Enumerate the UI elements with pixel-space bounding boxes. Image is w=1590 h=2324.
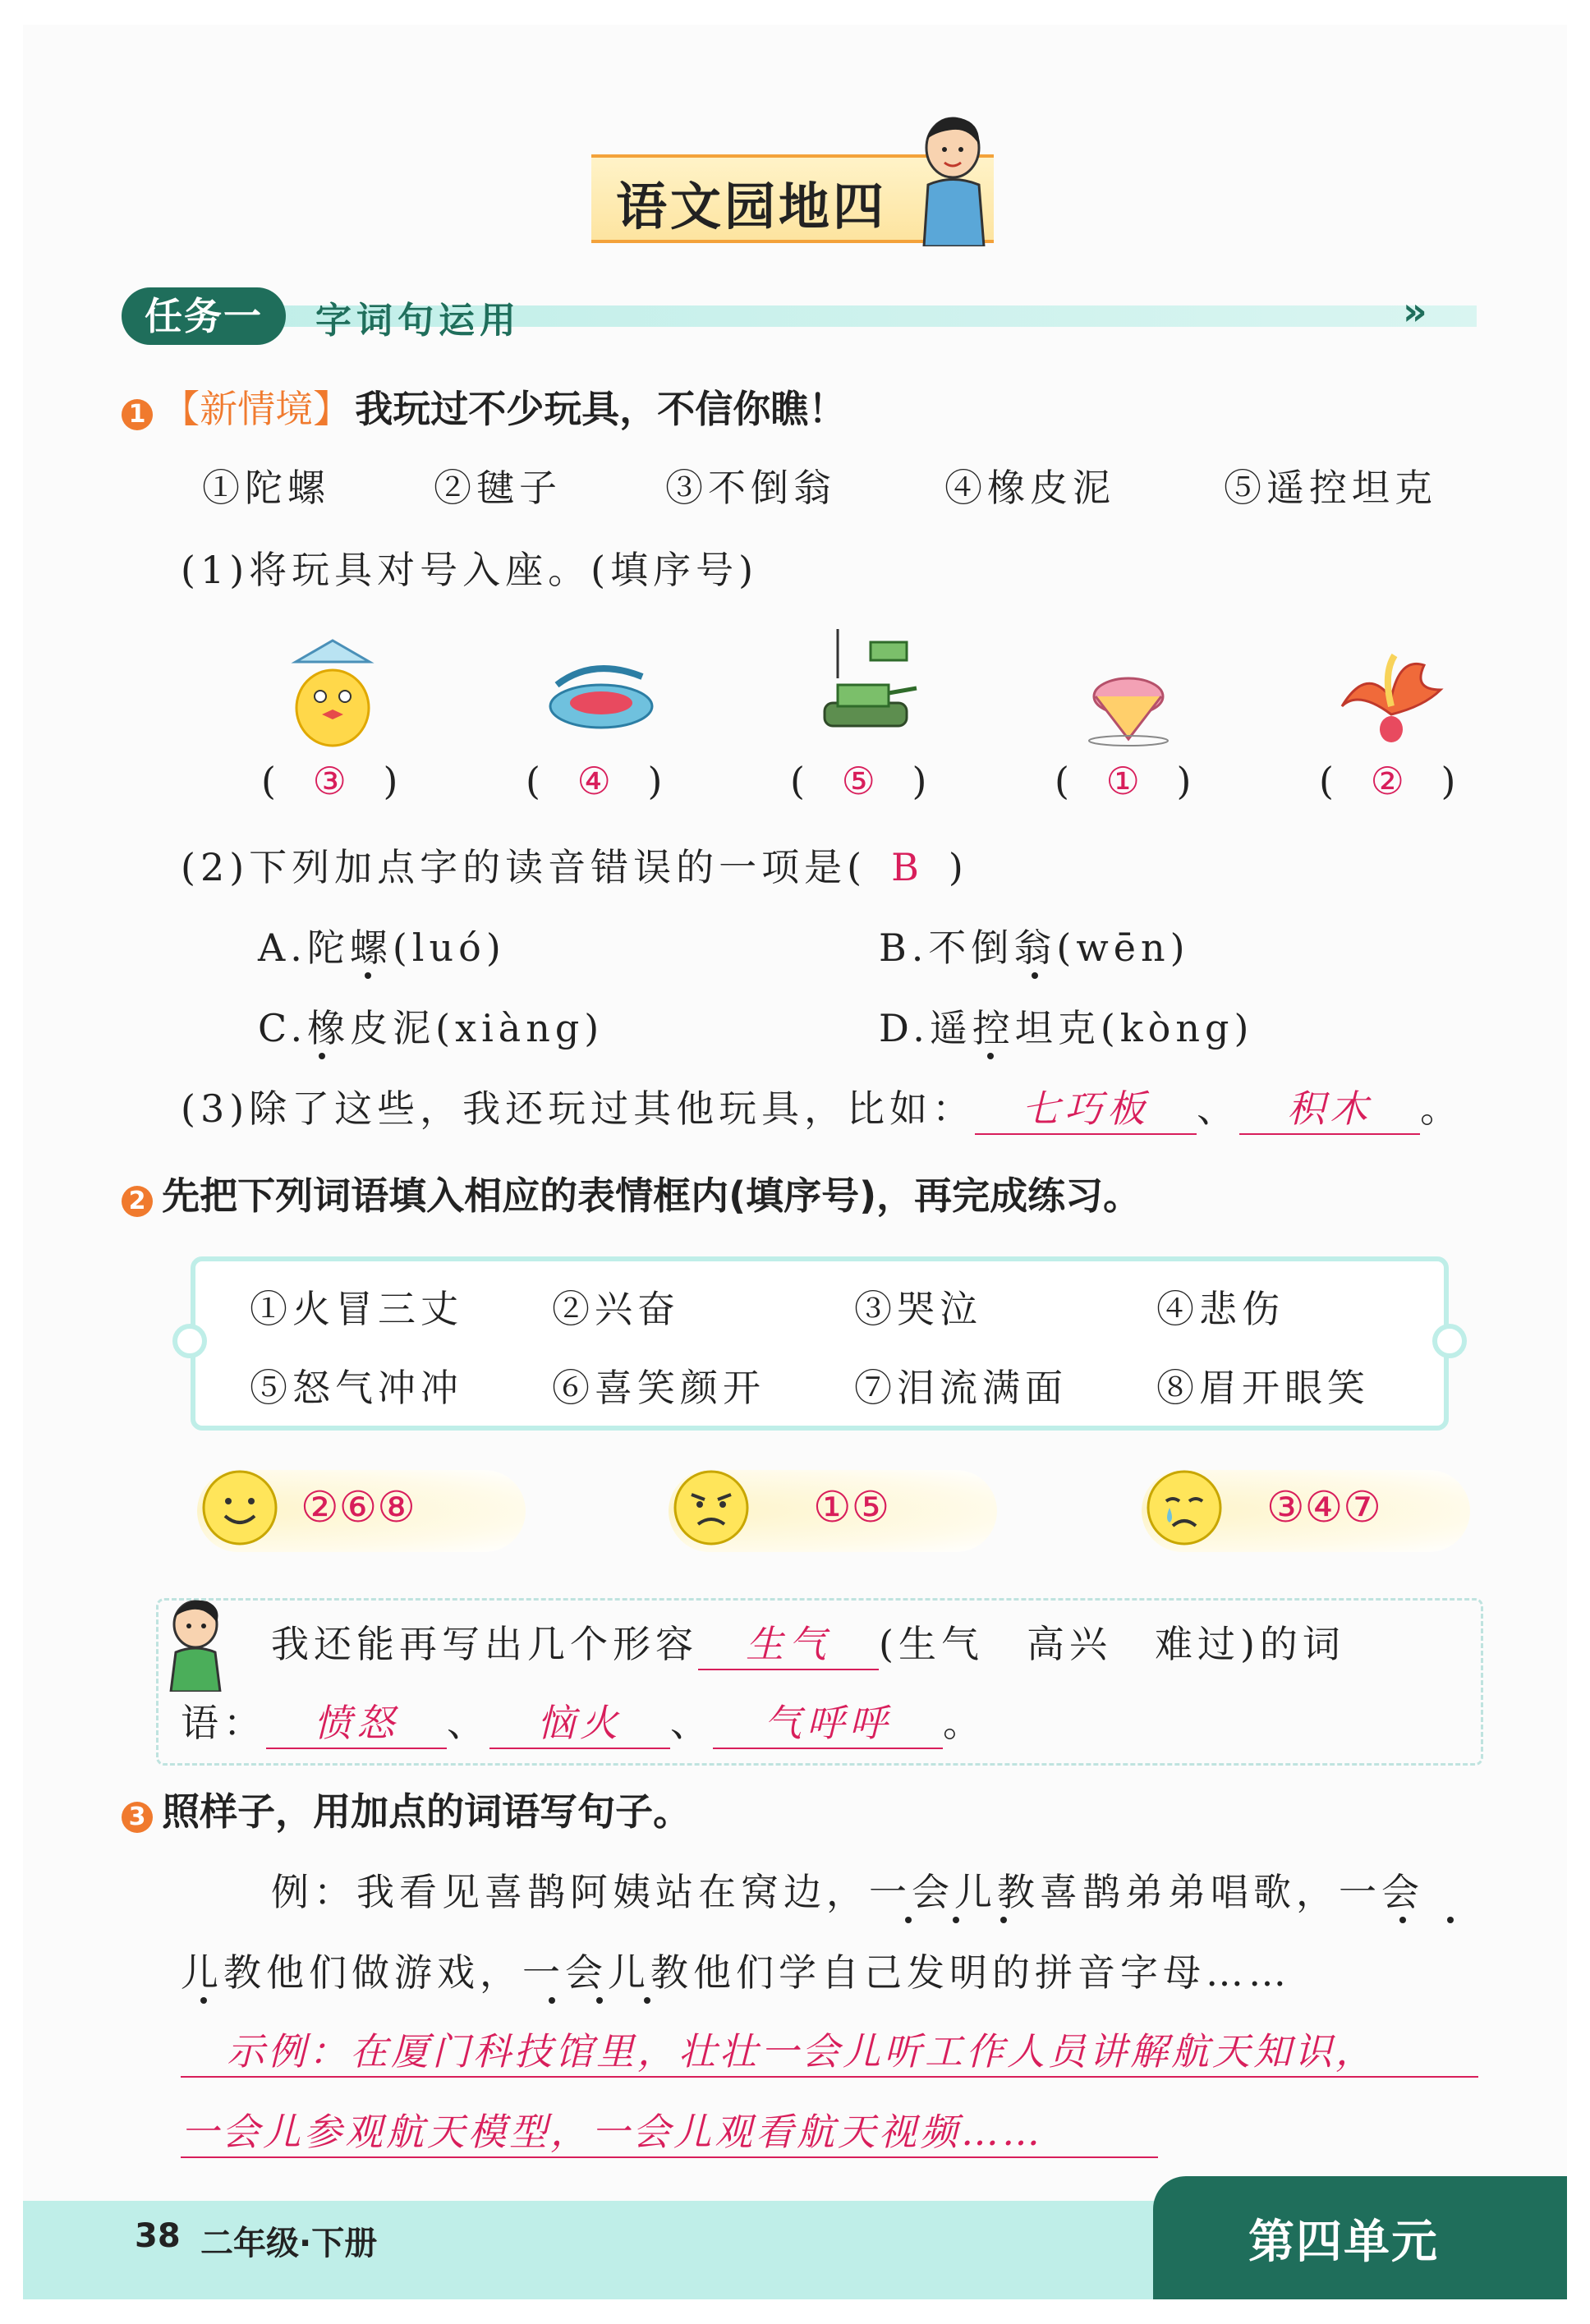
toy-item: ②毽子 (434, 466, 562, 510)
emphasis-dot (1000, 1917, 1007, 1923)
unit-label: 第四单元 (1248, 2216, 1439, 2269)
toy-item: ①陀螺 (202, 466, 330, 510)
q2-number: 2 (122, 1186, 153, 1217)
q1-sub1-answer: ③ (312, 759, 352, 803)
emphasis-dot (987, 1053, 994, 1059)
q1-sub3-end: 。 (1420, 1086, 1464, 1131)
word-item: ⑤怒气冲冲 (250, 1366, 463, 1410)
shuttlecock-toy-icon (1334, 649, 1449, 747)
rc-tank-toy-icon (813, 621, 920, 744)
option-c[interactable]: C.橡皮泥(xiàng) (258, 1006, 604, 1050)
q1-sub1-answer: ⑤ (841, 759, 880, 803)
q1-header (122, 379, 1518, 434)
toy-item: ⑤遥控坦克 (1224, 466, 1437, 510)
task-badge: 任务一 (122, 287, 286, 345)
extra-line2-label: 语： (181, 1701, 266, 1745)
q1-sub1-answer: ② (1370, 759, 1409, 803)
face-answer[interactable]: ③④⑦ (1266, 1483, 1381, 1532)
plasticine-toy-icon (544, 657, 659, 747)
face-answer[interactable]: ②⑥⑧ (301, 1483, 416, 1532)
student-icon (159, 1593, 230, 1692)
extra-line2 (181, 1693, 986, 1749)
q1-sub1-answer: ④ (577, 759, 616, 803)
q1-sub3 (181, 1079, 1463, 1135)
q3-prompt: 照样子，用加点的词语写句子。 (162, 1789, 692, 1834)
word-item: ⑥喜笑颜开 (552, 1366, 765, 1410)
page-number: 38 (135, 2217, 181, 2255)
word-item: ①火冒三丈 (250, 1287, 463, 1331)
extra-end: 。 (943, 1701, 986, 1745)
q1-sub1-answer-slot[interactable]: ( ④ ) (526, 759, 668, 803)
q2-header (122, 1166, 1518, 1220)
word-item: ⑧眉开眼笑 (1156, 1366, 1370, 1410)
word-box-clip-right (1432, 1324, 1467, 1358)
extra-sep: 、 (447, 1701, 489, 1745)
q1-sub2-close: ) (948, 845, 968, 889)
extra-mid: (生气 高兴 难过)的词 (879, 1622, 1345, 1666)
face-answer[interactable]: ①⑤ (813, 1483, 890, 1532)
spinning-top-toy-icon (1071, 657, 1186, 747)
option-a[interactable]: A.陀螺(luó) (258, 925, 506, 970)
word-item: ③哭泣 (854, 1287, 982, 1331)
emphasis-dot (1032, 972, 1038, 979)
q2-prompt: 先把下列词语填入相应的表情框内(填序号)，再完成练习。 (162, 1173, 1142, 1218)
extra-pre: 我还能再写出几个形容 (271, 1622, 698, 1666)
emphasis-dot (644, 1997, 650, 2004)
q1-sub1: (1)将玩具对号入座。(填序号) (181, 548, 759, 592)
extra-line1 (271, 1614, 1345, 1670)
q1-sub1-answer-slot[interactable]: ( ① ) (1055, 759, 1197, 803)
q1-sub1-answer-slot[interactable]: ( ③ ) (261, 759, 403, 803)
q3-answer-line1[interactable]: 示例：在厦门科技馆里，壮壮一会儿听工作人员讲解航天知识， (181, 2022, 1478, 2078)
q3-header (122, 1782, 1518, 1836)
word-box-clip-left (172, 1324, 207, 1358)
q1-sub1-answer: ① (1105, 759, 1145, 803)
q1-sub1-answer-slot[interactable]: ( ② ) (1319, 759, 1461, 803)
q1-sub3-text: (3)除了这些，我还玩过其他玩具，比如： (181, 1086, 976, 1131)
tumbler-toy-icon (279, 632, 386, 747)
emphasis-dot (1447, 1917, 1454, 1923)
q1-sub3-answer[interactable]: 积木 (1239, 1079, 1420, 1135)
q1-sub1-answer-slot[interactable]: ( ⑤ ) (790, 759, 932, 803)
emphasis-dot (200, 1997, 207, 2004)
word-item: ④悲伤 (1156, 1287, 1284, 1331)
emphasis-dot (365, 972, 371, 979)
example-line1: 例：我看见喜鹊阿姨站在窝边，一会儿教喜鹊弟弟唱歌，一会 (271, 1870, 1424, 1914)
option-b[interactable]: B.不倒翁(wēn) (879, 925, 1190, 970)
angry-face-icon (672, 1468, 751, 1547)
page-title: 语文园地四 (616, 177, 888, 237)
toy-item: ④橡皮泥 (944, 466, 1115, 510)
option-d[interactable]: D.遥控坦克(kòng) (879, 1006, 1254, 1050)
extra-sep: 、 (670, 1701, 713, 1745)
double-chevron-icon: » (1403, 289, 1427, 333)
q1-prompt: 我玩过不少玩具，不信你瞧！ (355, 387, 847, 431)
extra-answer[interactable]: 恼火 (489, 1693, 670, 1749)
extra-answer[interactable]: 气呼呼 (713, 1693, 943, 1749)
emphasis-dot (905, 1917, 912, 1923)
q1-sub2 (181, 838, 968, 892)
q3-answer-line2[interactable]: 一会儿参观航天模型，一会儿观看航天视频…… (181, 2102, 1158, 2158)
emphasis-dot (953, 1917, 959, 1923)
q3-number: 3 (122, 1802, 153, 1833)
emphasis-dot (549, 1997, 555, 2004)
task-subtitle: 字词句运用 (315, 300, 521, 342)
emphasis-dot (319, 1053, 325, 1059)
extra-answer[interactable]: 生气 (698, 1614, 879, 1670)
q1-sub3-answer[interactable]: 七巧板 (975, 1079, 1197, 1135)
example-line2: 儿教他们做游戏，一会儿教他们学自己发明的拼音字母…… (181, 1950, 1291, 1995)
q1-sub2-text: (2)下列加点字的读音错误的一项是( (181, 845, 867, 889)
q1-sub2-answer[interactable]: B (891, 845, 924, 889)
word-item: ⑦泪流满面 (854, 1366, 1068, 1410)
word-item: ②兴奋 (552, 1287, 680, 1331)
toy-item: ③不倒翁 (665, 466, 836, 510)
happy-face-icon (200, 1468, 279, 1547)
q1-number: 1 (122, 399, 153, 430)
emphasis-dot (1399, 1917, 1406, 1923)
extra-answer[interactable]: 愤怒 (266, 1693, 447, 1749)
q1-sub3-sep: 、 (1197, 1086, 1240, 1131)
emphasis-dot (596, 1997, 603, 2004)
task-header (122, 287, 1477, 345)
boy-icon (903, 107, 1010, 246)
grade-label: 二年级·下册 (200, 2225, 378, 2262)
q1-tag: 【新情境】 (162, 387, 352, 431)
crying-face-icon (1145, 1468, 1224, 1547)
